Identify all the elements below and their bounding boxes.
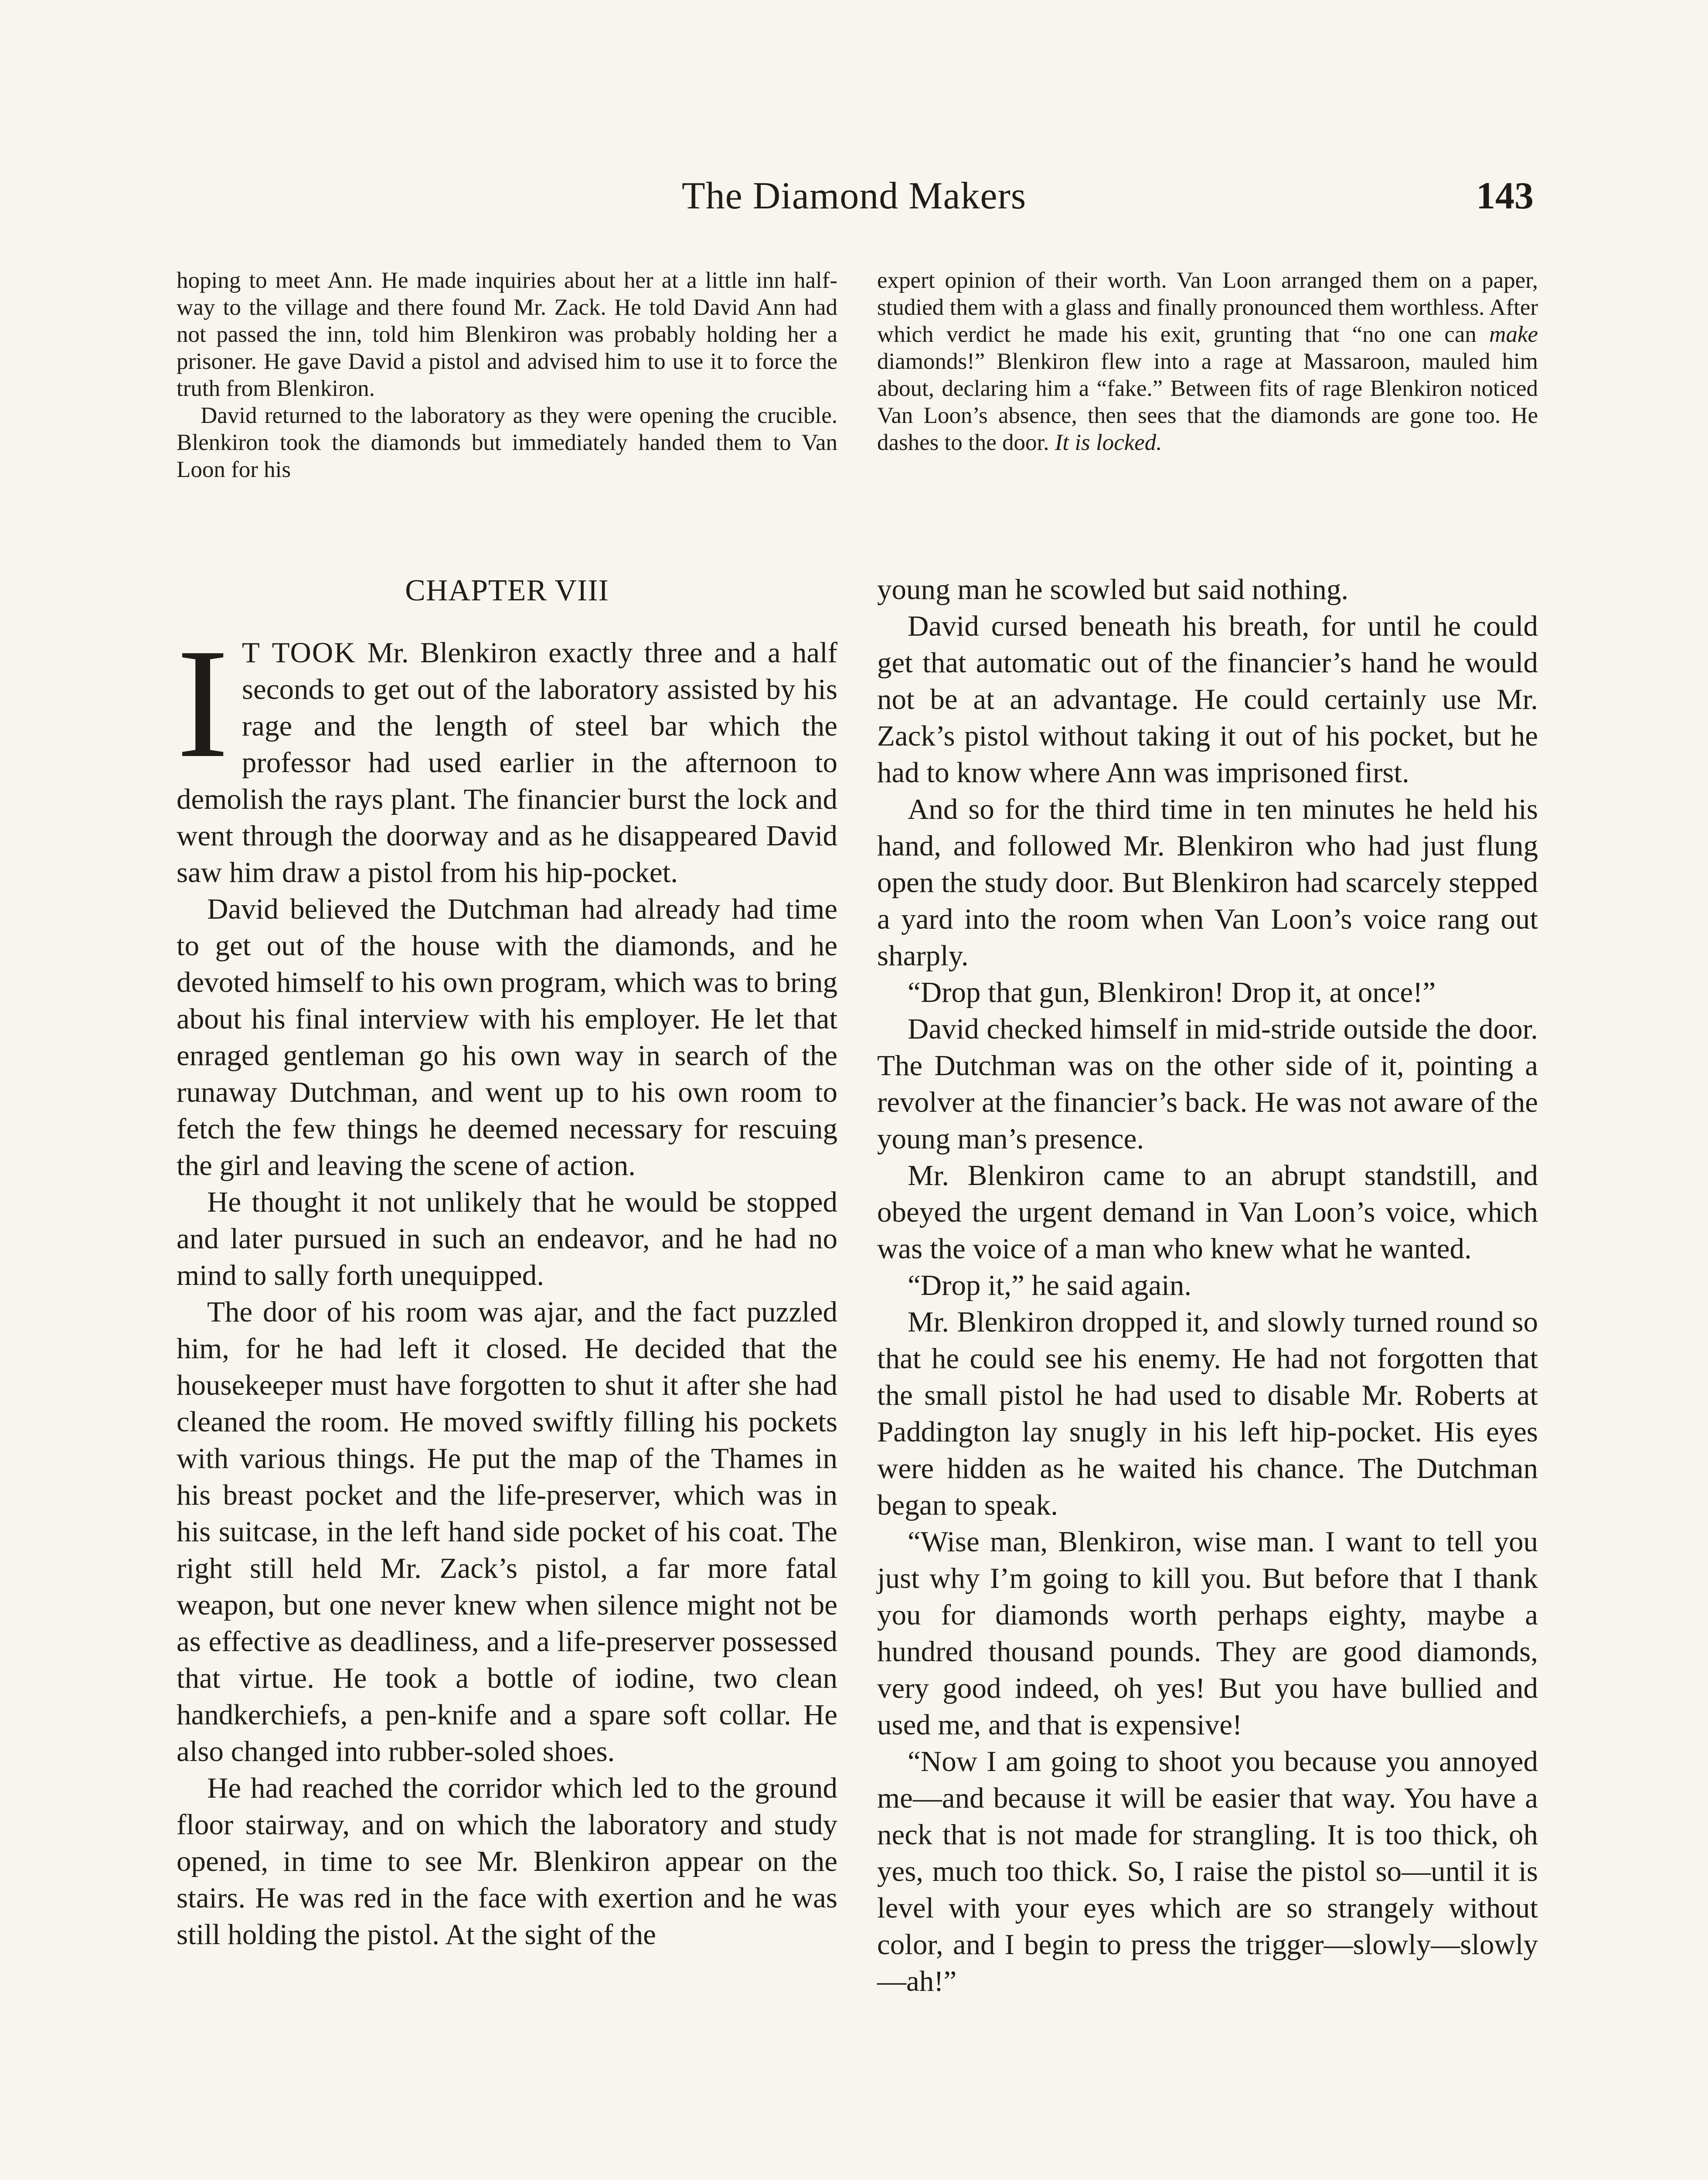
story-paragraph: David checked himself in mid-stride outside the door. The Dutchman was on the other side of it, pointing a revolver at the financier’s back. He was not aware of the young man’s presence. — [877, 1013, 1538, 1155]
synopsis-text: expert opinion of their worth. Van Loon arranged them on a paper, studied them with a glass and finally pronounced them worthless. After which verdict he made his exit, grunting that “no one can — [877, 268, 1538, 347]
page-number: 143 — [1476, 175, 1534, 217]
running-title: The Diamond Makers — [681, 175, 1027, 217]
opening-text: Mr. Blenkiron exactly three and a half seconds to get out of the laboratory assisted by his rage and the length of steel bar which the professor had used earlier in the afternoon to demolish the rays plant. The financier burst the lock and went through the doorway and as he disappeared David saw him draw a pistol from his hip-pocket. — [177, 637, 837, 889]
story-paragraph: “Wise man, Blenkiron, wise man. I want to tell you just why I’m going to kill you. But before that I thank you for diamonds worth perhaps eighty, maybe a hundred thousand pounds. They are good diamonds, very good indeed, oh yes! But you have bullied and used me, and that is expensive! — [877, 1526, 1538, 1741]
chapter-heading: CHAPTER VIII — [405, 574, 609, 607]
synopsis-paragraph — [877, 267, 1538, 456]
synopsis-paragraph: hoping to meet Ann. He made inquiries about her at a little inn half-way to the village and there found Mr. Zack. He told David Ann had not passed the inn, told him Blenkiron was probably holding her a prisoner. He gave David a pistol and advised him to use it to force the truth from Blenkiron. — [177, 268, 837, 401]
story-paragraph: David believed the Dutchman had already had time to get out of the house with the diamonds, and he devoted himself to his own program, which was to bring about his final interview with his employer. He let that enraged gentleman go his own way in search of the runaway Dutchman, and went up to his own room to fetch the few things he deemed necessary for rescuing the girl and leaving the scene of action. — [177, 893, 837, 1182]
story-paragraph: He had reached the corridor which led to the ground floor stairway, and on which the laboratory and study opened, in time to see Mr. Blenkiron appear on the stairs. He was red in the face with exertion and he was still holding the pistol. At the sight of the — [177, 1772, 837, 1951]
story-paragraph: Mr. Blenkiron dropped it, and slowly turned round so that he could see his enemy. He had not forgotten that the small pistol he had used to disable Mr. Roberts at Paddington lay snugly in his left hip-pocket. His eyes were hidden as he waited his chance. The Dutchman began to speak. — [877, 1306, 1538, 1521]
story-paragraph: “Drop it,” he said again. — [908, 1269, 1192, 1301]
opening-paragraph — [177, 616, 837, 891]
synopsis-text: diamonds!” Blenkiron flew into a rage at Massaroon, mauled him about, declaring him a “fake.” Between fits of rage Blenkiron noticed Van Loon’s absence, then sees that the diamonds are gone too. He dashes to the door. — [877, 349, 1538, 455]
story-continuation: young man he scowled but said nothing. — [877, 573, 1349, 606]
story-paragraph: “Now I am going to shoot you because you annoyed me—and because it will be easier that way. You have a neck that is not made for strangling. It is too thick, oh yes, much too thick. So, I raise the pistol so—until it is level with your eyes which are so strangely without color, and I begin to press the trigger—slowly—slowly—ah!” — [877, 1745, 1538, 1997]
story-paragraph: And so for the third time in ten minutes he held his hand, and followed Mr. Blenkiron who had just flung open the study door. But Blenkiron had scarcely stepped a yard into the room when Van Loon’s voice rang out sharply. — [877, 793, 1538, 972]
synopsis-emphasis: make — [1489, 322, 1538, 347]
story-paragraph: He thought it not unlikely that he would be stopped and later pursued in such an endeavor, and he had no mind to sally forth unequipped. — [177, 1186, 837, 1291]
synopsis-right-column — [877, 267, 1538, 456]
opening-words: T TOOK — [242, 637, 356, 669]
story-paragraph: The door of his room was ajar, and the fact puzzled him, for he had left it closed. He decided that the housekeeper must have forgotten to shut it after she had cleaned the room. He moved swiftly filling his pockets with various things. He put the map of the Thames in his breast pocket and the life-preserver, which was in his suitcase, in the left hand side pocket of his coat. The right still held Mr. Zack’s pistol, a far more fatal weapon, but one never knew when silence might not be as effective as deadliness, and a life-preserver possessed that virtue. He took a bottle of iodine, two clean handkerchiefs, a pen-knife and a spare soft collar. He also changed into rubber-soled shoes. — [177, 1296, 837, 1768]
story-paragraph: Mr. Blenkiron came to an abrupt standstill, and obeyed the urgent demand in Van Loon’s voice, which was the voice of a man who knew what he wanted. — [877, 1159, 1538, 1265]
story-right-column — [877, 571, 1538, 1999]
synopsis-paragraph: David returned to the laboratory as they were opening the crucible. Blenkiron took the diamonds but immediately handed them to Van Loon for his — [177, 403, 837, 482]
story-left-column — [177, 571, 837, 1953]
drop-cap: I — [177, 616, 229, 790]
story-paragraph: David cursed beneath his breath, for until he could get that automatic out of the financier’s hand he would not be at an advantage. He could certainly use Mr. Zack’s pistol without taking it out of his pocket, but he had to know where Ann was imprisoned first. — [877, 610, 1538, 789]
story-paragraph: “Drop that gun, Blenkiron! Drop it, at once!” — [908, 976, 1436, 1008]
running-head — [174, 172, 1534, 229]
synopsis-emphasis: It is locked. — [1055, 430, 1162, 455]
synopsis-left-column — [177, 267, 837, 483]
